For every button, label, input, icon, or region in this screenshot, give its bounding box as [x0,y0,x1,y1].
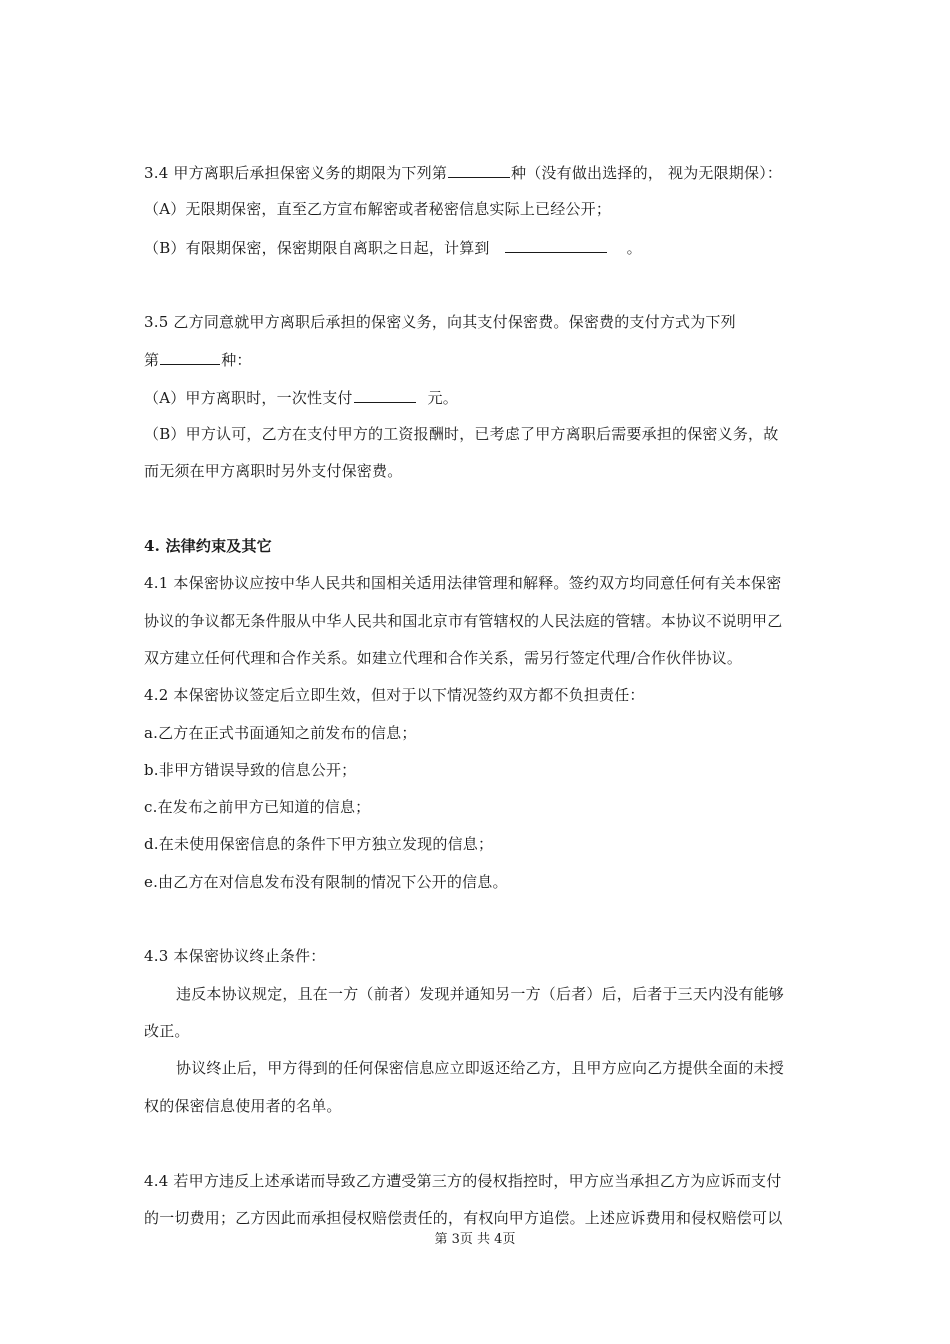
list-item: d.在未使用保密信息的条件下甲方独立发现的信息； [144,835,494,853]
page-number-footer: 第 3页 共 4页 [434,1232,516,1247]
list-item: a.乙方在正式书面通知之前发布的信息； [144,724,417,742]
clause-3-4-option-b [144,237,814,258]
list-item: e.由乙方在对信息发布没有限制的情况下公开的信息。 [144,873,508,891]
clause-4-1-line-1: 4.1 本保密协议应按中华人民共和国相关适用法律管理和解释。签约双方均同意任何有关本保密 [144,574,782,592]
clause-3-5-option-a-text: （A）甲方离职时，一次性支付 [144,389,353,407]
clause-3-4-text-b: 种（没有做出选择的， 视为无限期保）： [511,164,783,182]
clause-4-3-para-1-line-2: 改正。 [144,1022,190,1040]
blank-field [354,387,416,403]
clause-3-5-option-a [144,387,814,408]
clause-3-5-option-a-end: 元。 [427,389,459,407]
clause-3-5-option-b-line-2: 而无须在甲方离职时另外支付保密费。 [144,462,403,480]
blank-field [160,349,220,365]
clause-4-1-line-2: 协议的争议都无条件服从中华人民共和国北京市有管辖权的人民法庭的管辖。本协议不说明甲乙 [144,612,783,630]
clause-4-3-para-2-line-2: 权的保密信息使用者的名单。 [144,1097,342,1115]
clause-3-5-text-b: 种： [221,351,252,369]
blank-field [505,237,607,253]
clause-3-5-text-a: 第 [144,351,160,369]
clause-3-5-option-b-line-1: （B）甲方认可，乙方在支付甲方的工资报酬时，已考虑了甲方离职后需要承担的保密义务，故 [144,425,779,443]
clause-3-4-text-a: 3.4 甲方离职后承担保密义务的期限为下列第 [144,164,448,182]
clause-4-2: 4.2 本保密协议签定后立即生效，但对于以下情况签约双方都不负担责任： [144,686,645,704]
clause-3-4-option-b-end: 。 [626,239,642,257]
clause-4-3-para-1-line-1: 违反本协议规定，且在一方（前者）发现并通知另一方（后者）后，后者于三天内没有能够 [176,985,785,1003]
clause-4-1-line-3: 双方建立任何代理和合作关系。如建立代理和合作关系，需另行签定代理/合作伙伴协议。 [144,649,743,667]
clause-4-4-line-2: 的一切费用；乙方因此而承担侵权赔偿责任的，有权向甲方追偿。上述应诉费用和侵权赔偿可以 [144,1209,783,1227]
clause-4-3-title: 4.3 本保密协议终止条件： [144,947,326,965]
section-4-heading: 4. 法律约束及其它 [144,537,272,555]
list-item: b.非甲方错误导致的信息公开； [144,761,357,779]
clause-3-4-option-a: （A）无限期保密，直至乙方宣布解密或者秘密信息实际上已经公开； [144,200,612,218]
list-item: c.在发布之前甲方已知道的信息； [144,798,371,816]
clause-4-4-line-1: 4.4 若甲方违反上述承诺而导致乙方遭受第三方的侵权指控时，甲方应当承担乙方为应诉而支付 [144,1172,782,1190]
clause-3-5-line-2 [144,349,814,370]
clause-3-5-line-1: 3.5 乙方同意就甲方离职后承担的保密义务，向其支付保密费。保密费的支付方式为下列 [144,313,736,331]
clause-3-4-option-b-text: （B）有限期保密，保密期限自离职之日起，计算到 [144,239,490,257]
clause-3-4-line-1 [144,162,814,183]
blank-field [448,162,510,178]
clause-4-3-para-2-line-1: 协议终止后，甲方得到的任何保密信息应立即返还给乙方，且甲方应向乙方提供全面的未授 [176,1059,785,1077]
